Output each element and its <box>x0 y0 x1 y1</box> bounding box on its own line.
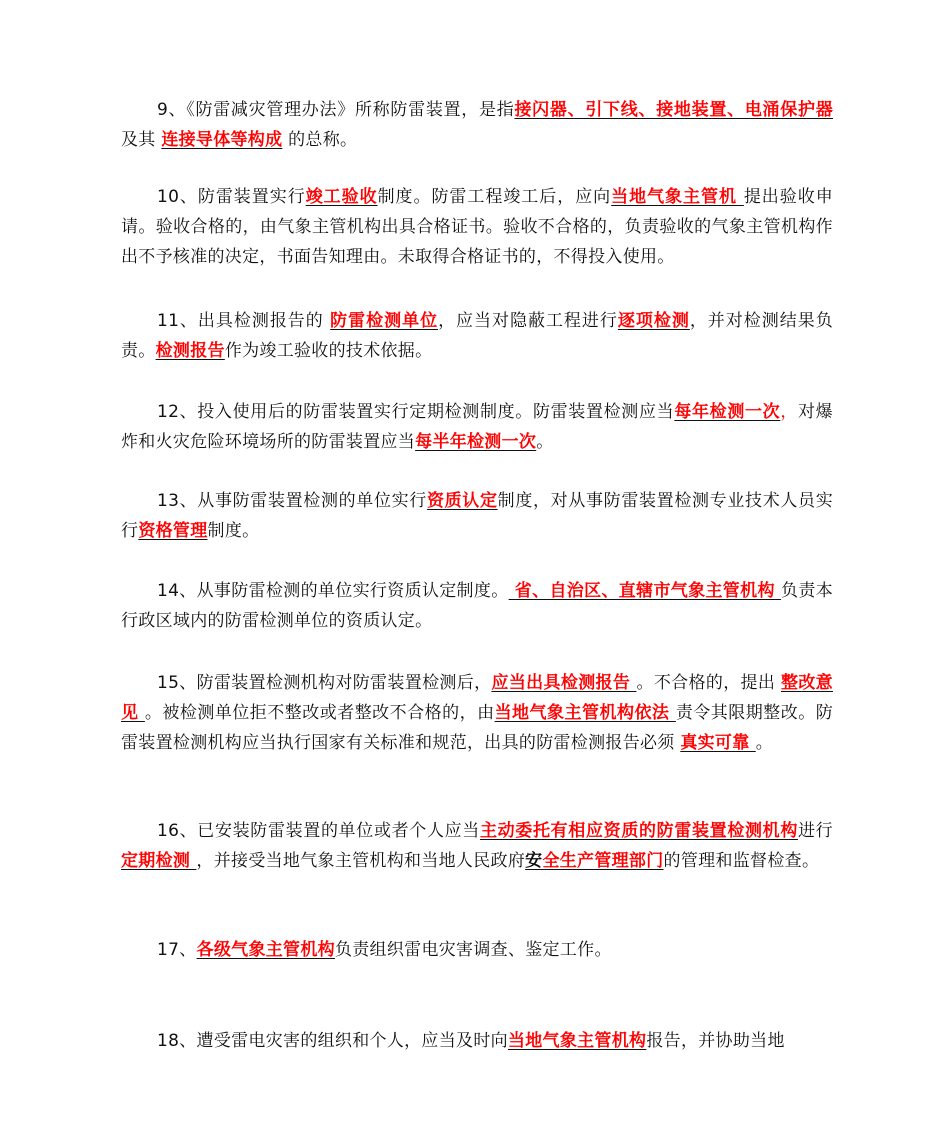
q15-answer-1: 应当出具检测报告 <box>491 673 637 693</box>
question-10 <box>121 182 833 272</box>
q12-text: 12、投入使用后的防雷装置实行定期检测制度。防雷装置检测应当 <box>157 402 675 422</box>
question-13 <box>121 486 833 546</box>
q10-text: 制度。防雷工程竣工后，应向 <box>377 187 612 207</box>
q12-answer-1: 每年检测一次 <box>674 402 781 422</box>
q14-answer-1: 省、自治区、直辖市气象主管机构 <box>508 581 782 601</box>
q15-text: 。 <box>755 733 774 753</box>
q10-answer-1: 竣工验收 <box>305 187 378 207</box>
q9-text: 的总称。 <box>282 130 358 150</box>
q12-text: 对爆炸和火灾危险环境场所的防雷装置应当 <box>121 402 833 452</box>
q10-text: 10、防雷装置实行 <box>157 187 306 207</box>
q11-answer-3: 检测报告 <box>155 341 225 361</box>
q13-text: 13、从事防雷装置检测的单位实行 <box>157 491 427 511</box>
q18-answer-1: 当地气象主管机构 <box>507 1031 647 1051</box>
question-14 <box>121 576 833 636</box>
q16-answer-1: 主动委托有相应资质的防雷装置检测机构 <box>479 821 799 841</box>
q12-comma: ， <box>780 402 798 422</box>
q16-text: 进行 <box>798 821 833 841</box>
q16-answer-2: 定期检测 <box>121 851 197 871</box>
q13-answer-1: 资质认定 <box>426 491 498 511</box>
q10-text: 提出验收申请。验收合格的，由气象主管机构出具合格证书。验收不合格的，负责验收的气象主管机构作出不予核准的决定，书面告知理由。未取得合格证书的，不得投入使用。 <box>121 187 834 267</box>
q9-answer-1: 接闪器、引下线、接地装置、电涌保护器 <box>514 100 833 120</box>
q11-answer-1: 防雷检测单位 <box>330 311 439 331</box>
question-12 <box>121 397 833 457</box>
q13-text: 制度，对从事防雷装置检测专业技术人员实行 <box>121 491 833 541</box>
q15-text: 责令其限期整改。防雷装置检测机构应当执行国家有关标准和规范，出具的防雷检测报告必须 <box>121 703 834 753</box>
q15-text: 。被检测单位拒不整改或者整改不合格的，由 <box>144 703 495 723</box>
q15-answer-2: 整改意见 <box>121 673 833 723</box>
question-16 <box>121 816 833 876</box>
question-11 <box>121 306 833 366</box>
question-18 <box>121 1026 833 1056</box>
q9-answer-2: 连接导体等构成 <box>161 130 283 150</box>
q11-text: 作为竣工验收的技术依据。 <box>224 341 433 361</box>
q11-text: ，应当对隐蔽工程进行 <box>438 311 618 331</box>
q12-text: 。 <box>536 432 554 452</box>
q16-answer-3b: 全生产管理部门 <box>542 851 664 871</box>
q13-text: 制度。 <box>207 521 260 541</box>
q11-text: ，并对检测结果负责。 <box>121 311 834 361</box>
q15-answer-3: 当地气象主管机构依法 <box>494 703 676 723</box>
q18-text: 18、遭受雷电灾害的组织和个人，应当及时向 <box>157 1031 508 1051</box>
q15-text: 15、防雷装置检测机构对防雷装置检测后， <box>157 673 492 693</box>
question-9 <box>121 95 833 155</box>
q14-text: 14、从事防雷检测的单位实行资质认定制度。 <box>157 581 509 601</box>
q15-text: 。不合格的，提出 <box>636 673 781 693</box>
q17-answer-1: 各级气象主管机构 <box>196 940 335 960</box>
q15-answer-4: 真实可靠 <box>680 733 756 753</box>
q9-text: 及其 <box>121 130 162 150</box>
question-15 <box>121 668 833 758</box>
q12-answer-2: 每半年检测一次 <box>415 432 537 452</box>
question-17 <box>121 935 833 965</box>
q14-text: 负责本行政区域内的防雷检测单位的资质认定。 <box>121 581 833 631</box>
q17-text: 负责组织雷电灾害调查、鉴定工作。 <box>334 940 612 960</box>
q18-text: 报告，并协助当地 <box>646 1031 785 1051</box>
q16-text: 16、已安装防雷装置的单位或者个人应当 <box>157 821 480 841</box>
q16-text: 的管理和监督检查。 <box>663 851 820 871</box>
q16-text: ，并接受当地气象主管机构和当地人民政府 <box>196 851 526 871</box>
q9-text: 9、《防雷减灾管理办法》所称防雷装置，是指 <box>157 100 515 120</box>
q10-answer-2: 当地气象主管机 <box>611 187 744 207</box>
q16-answer-3a: 安 <box>525 851 543 871</box>
q11-text: 11、出具检测报告的 <box>157 311 331 331</box>
q13-answer-2: 资格管理 <box>138 521 208 541</box>
q17-text: 17、 <box>157 940 197 960</box>
q11-answer-2: 逐项检测 <box>617 311 690 331</box>
